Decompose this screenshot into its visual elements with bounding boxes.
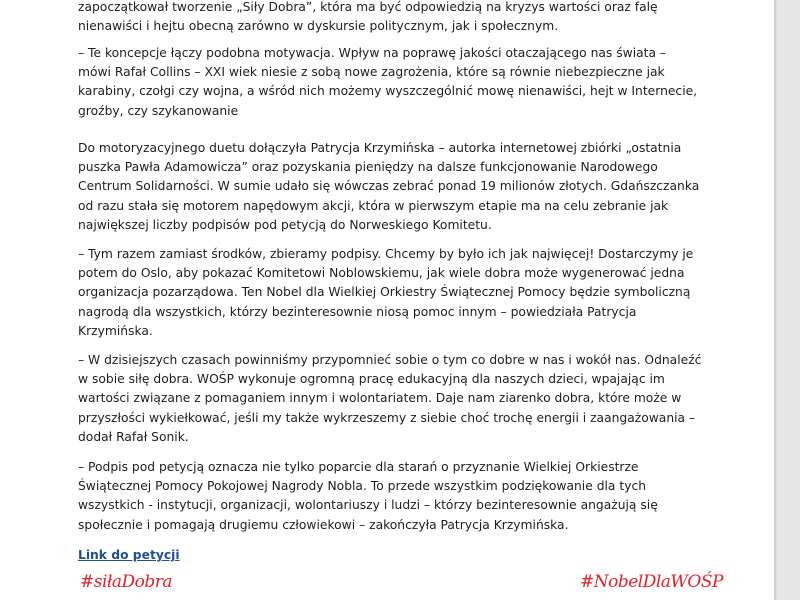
text-line: Świątecznej Pomocy Pokojowej Nagrody Nobla. To przede wszystkim podziękowanie dla tych	[78, 479, 647, 494]
paragraph-2	[78, 44, 698, 121]
paragraph-4	[78, 245, 694, 341]
text-line: dodał Rafał Sonik.	[78, 429, 189, 444]
text-line: Krzymińska.	[78, 323, 153, 338]
text-line: puszka Pawła Adamowicza” oraz pozyskania pieniędzy na dalsze funkcjonowanie Narodowego	[78, 160, 658, 175]
text-line: nagrodą dla wszystkich, którzy bezinteresownie niosą pomoc innym – powiedziała Patrycja	[78, 304, 637, 319]
text-line: społecznie i pomagają drugiemu człowiekowi – zakończyła Patrycja Krzymińska.	[78, 517, 569, 532]
petition-link[interactable]: Link do petycji	[78, 548, 180, 562]
text-line: od razu stała się motorem napędowym akcji, która w pierwszym etapie ma na celu zebranie jak	[78, 198, 669, 213]
text-line: – Tym razem zamiast środków, zbieramy podpisy. Chcemy by było ich jak najwięcej! Dostarczymy je	[78, 247, 694, 261]
text-line: Do motoryzacyjnego duetu dołączyła Patrycja Krzymińska – autorka internetowej zbiórki „ostatnia	[78, 141, 682, 155]
text-line: mówi Rafał Collins – XXI wiek niesie z sobą nowe zagrożenia, które są równie niebezpieczne jak	[78, 65, 665, 80]
paragraph-3	[78, 139, 700, 235]
text-line: potem do Oslo, aby pokazać Komitetowi Noblowskiemu, jak wiele dobra może wygenerować jedna	[78, 266, 685, 281]
paragraph-1	[78, 0, 688, 36]
text-line: nienawiści i hejtu obecną zarówno w dyskursie politycznym, jak i społecznym.	[78, 19, 559, 34]
text-line: organizacja pozarządowa. Ten Nobel dla Wielkiej Orkiestry Świątecznej Pomocy będzie symboliczną	[78, 285, 691, 300]
text-line: groźby, czy szykanowanie	[78, 103, 239, 118]
text-line: wszystkich - instytucji, organizacji, wolontariuszy i ludzi – którzy bezinteresownie angażują się	[78, 498, 658, 513]
hashtag-nobel-dla-wosp-logo: #NobelDlaWOŚP	[580, 572, 723, 592]
text-line: wartości związane z pomaganiem innym i wolontariatem. Daje nam ziarenko dobra, które może w	[78, 391, 682, 406]
text-line: największej liczby podpisów pod petycją do Norweskiego Komitetu.	[78, 217, 492, 232]
text-line: karabiny, czołgi czy wojna, a wśród nich możemy wyszczególnić mowę nienawiści, hejt w Internecie,	[78, 84, 698, 99]
text-line: Centrum Solidarności. W sumie udało się wówczas zebrać ponad 19 milionów złotych. Gdańszczanka	[78, 179, 700, 194]
text-line: zapoczątkował tworzenie „Siły Dobra”, która ma być odpowiedzią na kryzys wartości oraz falę	[78, 0, 658, 14]
text-line: – W dzisiejszych czasach powinniśmy przypomnieć sobie o tym co dobre w nas i wokół nas. Odnaleźć	[78, 353, 702, 367]
paragraph-6	[78, 458, 688, 535]
text-line: przyszłości wykiełkować, jeśli my także wykrzeszemy z siebie choć trochę energii i zaangażowania –	[78, 410, 696, 425]
text-line: – Te koncepcje łączy podobna motywacja. Wpływ na poprawę jakości otaczającego nas świata –	[78, 46, 667, 60]
paragraph-5	[78, 351, 702, 447]
text-line: w sobie siłę dobra. WOŚP wykonuje ogromną pracę edukacyjną dla naszych dzieci, wpajając im	[78, 372, 665, 387]
vertical-scrollbar[interactable]	[776, 0, 800, 600]
text-line: – Podpis pod petycją oznacza nie tylko poparcie dla starań o przyznanie Wielkiej Orkiestrze	[78, 460, 639, 474]
hashtag-sila-dobra-logo: #siłaDobra	[80, 572, 173, 592]
